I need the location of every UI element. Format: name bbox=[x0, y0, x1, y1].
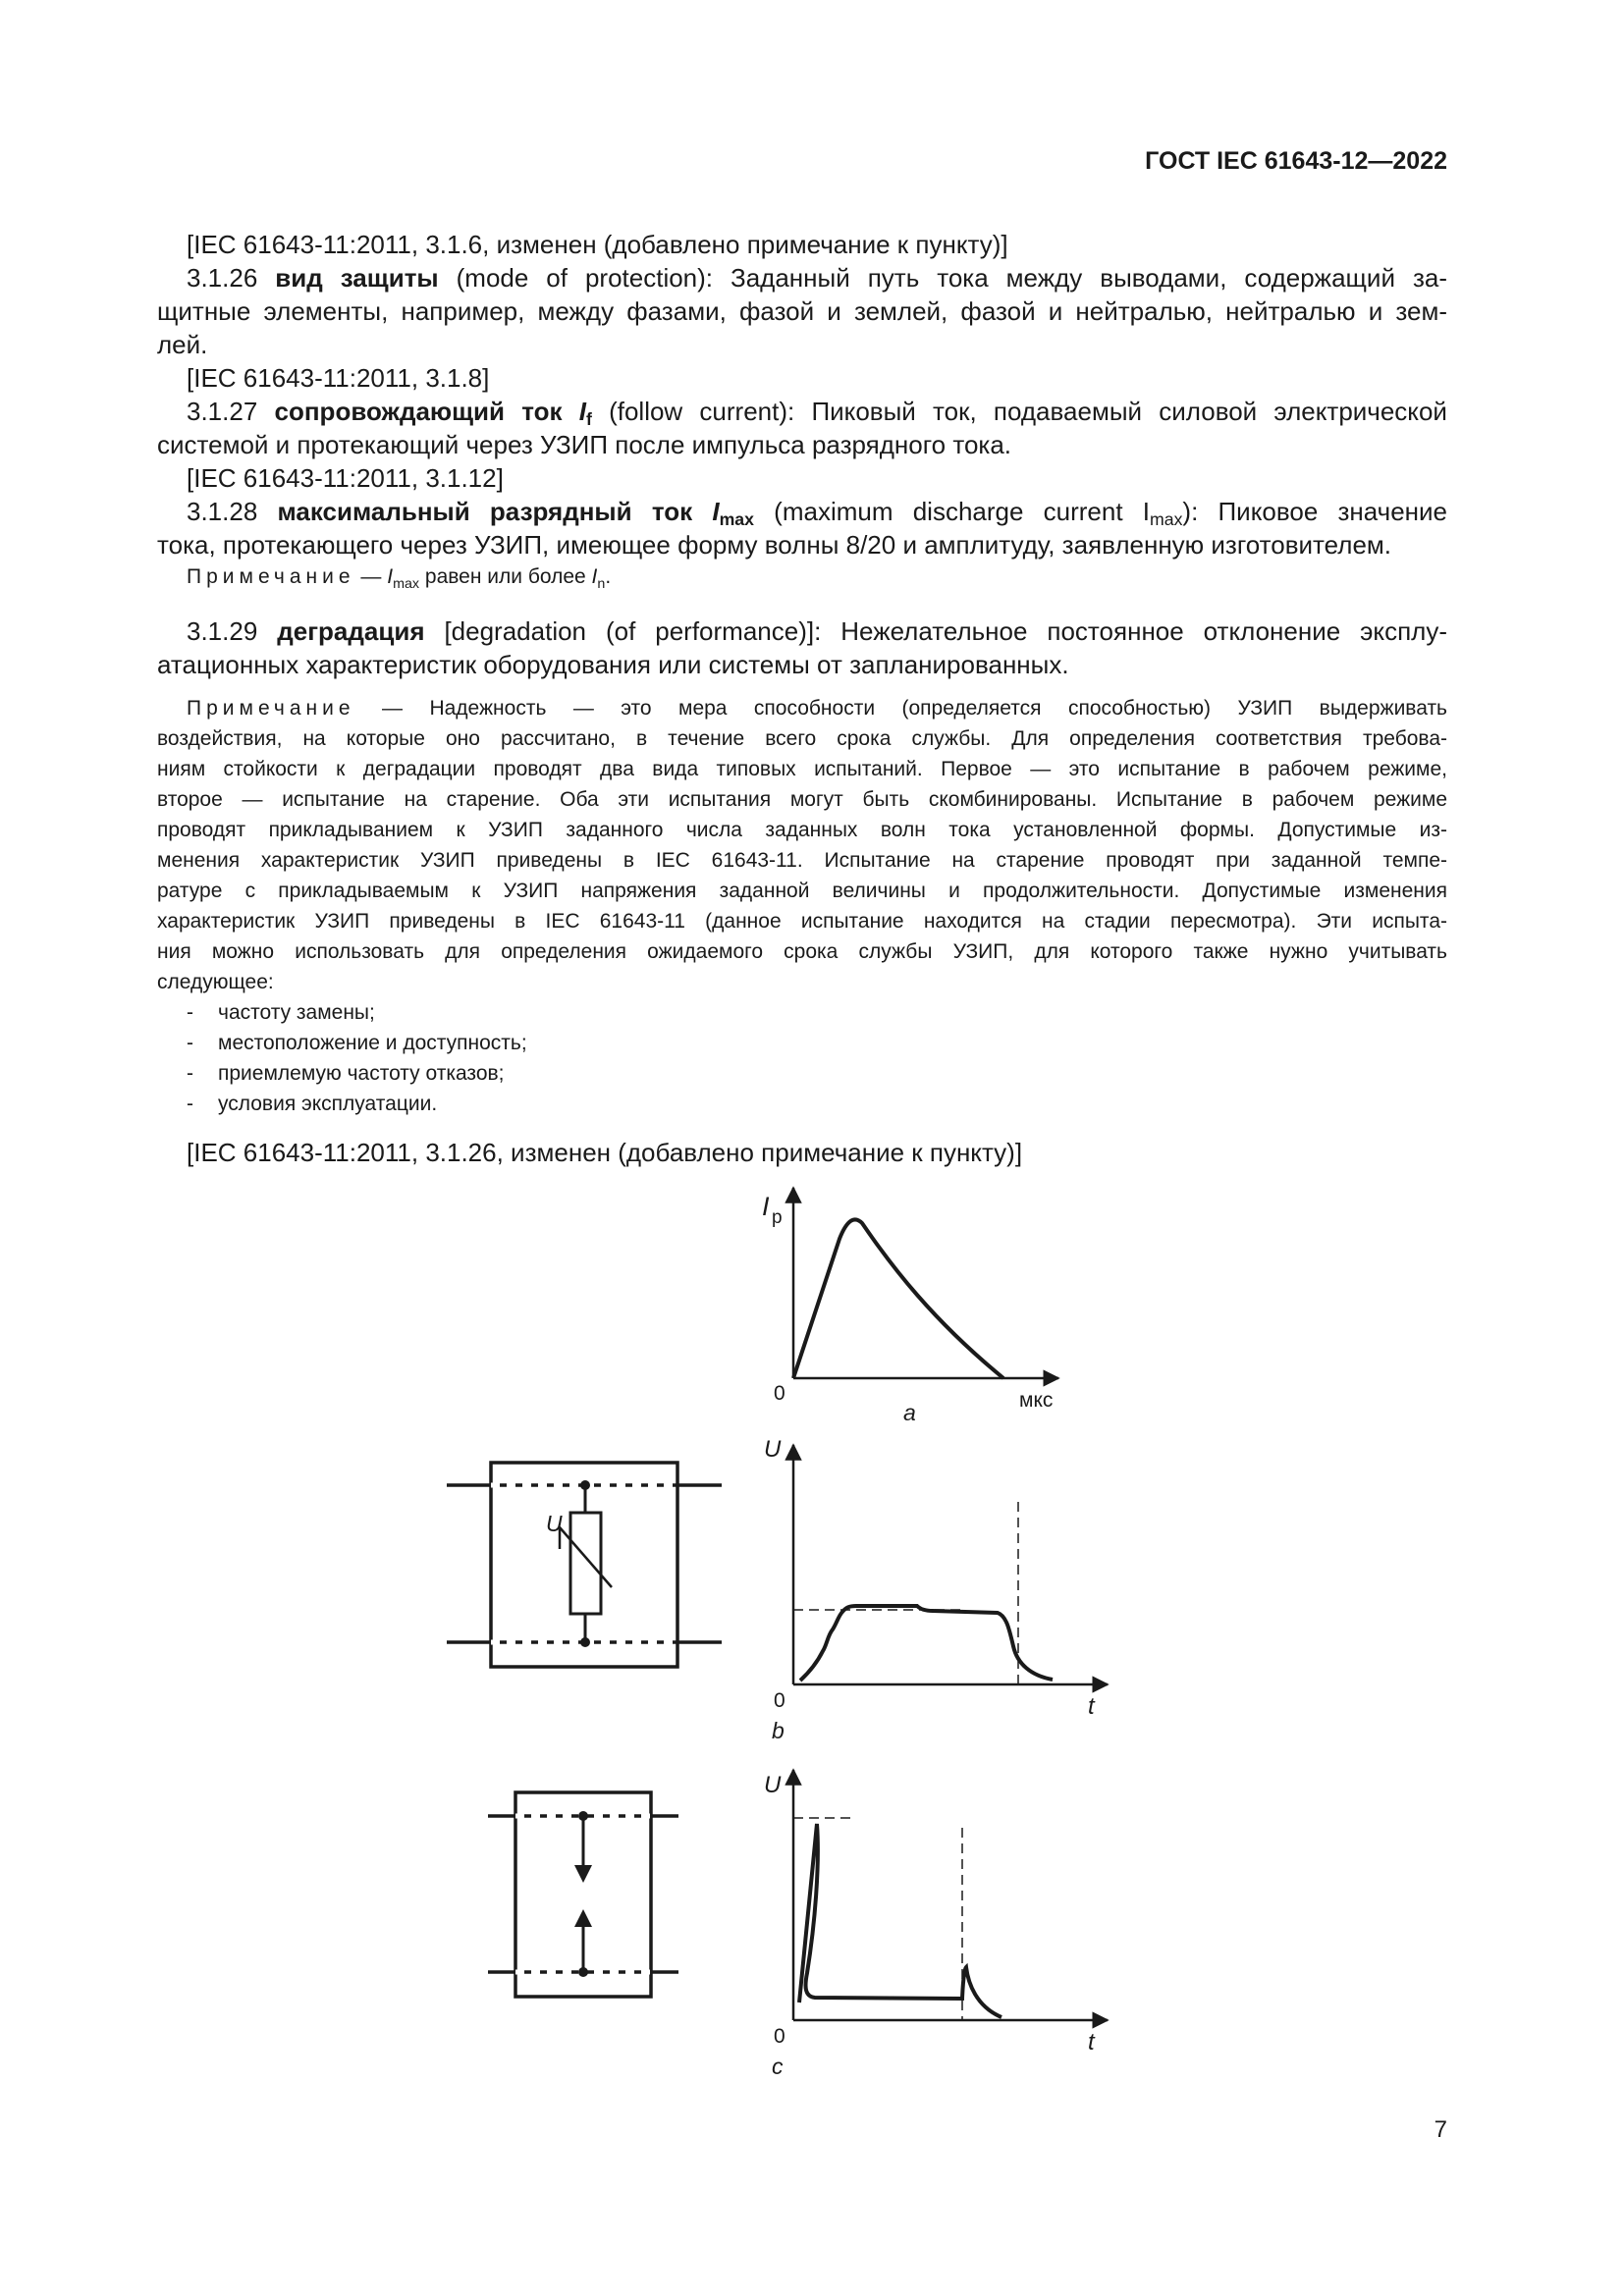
varistor-symbol bbox=[570, 1513, 601, 1614]
reference-3-1-26: [IEC 61643-11:2011, 3.1.26, изменен (добавлено примечание к пункту)] bbox=[187, 1138, 1023, 1167]
term-definition-start: (maximum discharge current $I_{max}$): Пиковое значение bbox=[774, 497, 1447, 529]
term-3-1-26-line2: щитные элементы, например, между фазами, фазой и землей, фазой и нейтралью, нейтралью и зем- bbox=[157, 296, 1447, 326]
term-3-1-26-line3: лей. bbox=[157, 330, 208, 359]
spark-gap-electrode bbox=[574, 1865, 592, 1883]
panel-caption: a bbox=[903, 1400, 916, 1425]
list-item: - приемлемую частоту отказов; bbox=[187, 1062, 505, 1085]
x-axis-unit: мкс bbox=[1019, 1389, 1054, 1412]
note-3-1-29-line: проводят прикладыванием к УЗИП заданного числа заданных волн тока установленной формы. Допустимые из- bbox=[157, 819, 1447, 841]
term-title: вид защиты bbox=[275, 263, 439, 293]
note-3-1-29-line: следующее: bbox=[157, 971, 274, 993]
x-axis-label: t bbox=[1088, 2029, 1095, 2056]
term-title: деградация bbox=[277, 616, 425, 646]
term-number: 3.1.28 bbox=[187, 497, 258, 526]
reference-3-1-12: [IEC 61643-11:2011, 3.1.12] bbox=[187, 463, 504, 493]
x-axis-label: t bbox=[1088, 1693, 1095, 1720]
document-code-header: ГОСТ IEC 61643-12—2022 bbox=[1145, 147, 1447, 175]
note-3-1-29-line: воздействия, на которые оно рассчитано, в течение всего срока службы. Для определения соответствия требова- bbox=[157, 727, 1447, 750]
note-3-1-28: Примечание — $I_{max}$ равен или более $I_n$. bbox=[187, 565, 612, 592]
y-axis-label-subscript: p bbox=[772, 1207, 783, 1228]
note-label: Примечание bbox=[187, 565, 355, 588]
page-number: 7 bbox=[1434, 2116, 1447, 2143]
spark-gap-electrode bbox=[574, 1909, 592, 1927]
origin-label: 0 bbox=[774, 1689, 785, 1712]
term-3-1-28-line2: тока, протекающего через УЗИП, имеющее форму волны 8/20 и амплитуду, заявленную изготовителем. bbox=[157, 530, 1392, 560]
reference-3-1-8: [IEC 61643-11:2011, 3.1.8] bbox=[187, 363, 490, 393]
panel-b-graph bbox=[764, 1436, 1108, 1743]
note-label: Примечание bbox=[187, 697, 355, 720]
panel-c-graph bbox=[764, 1770, 1108, 2079]
panel-c-schematic bbox=[488, 1792, 678, 1997]
panel-a bbox=[762, 1188, 1058, 1425]
term-definition-start: (follow current): Пиковый ток, подаваемый силовой электрической bbox=[609, 397, 1447, 426]
panel-caption: c bbox=[772, 2054, 784, 2079]
term-number: 3.1.26 bbox=[187, 263, 258, 293]
voltage-curve bbox=[799, 1824, 1001, 2017]
term-title: сопровождающий ток $I_f$ bbox=[274, 397, 592, 429]
panel-b-schematic bbox=[447, 1463, 722, 1667]
note-3-1-29-line: ния можно использовать для определения ожидаемого срока службы УЗИП, для которого также нужно учитывать bbox=[157, 940, 1447, 963]
current-impulse-curve bbox=[793, 1219, 1003, 1378]
note-3-1-29-line: менения характеристик УЗИП приведены в IEC 61643-11. Испытание на старение проводят при заданной темпе- bbox=[157, 849, 1447, 872]
origin-label: 0 bbox=[774, 1382, 785, 1405]
y-axis-label: U bbox=[764, 1772, 782, 1798]
term-definition-start: [degradation (of performance)]: Нежелательное постоянное отклонение эксплу- bbox=[444, 616, 1447, 646]
term-definition-start: (mode of protection): Заданный путь тока между выводами, содержащий за- bbox=[456, 263, 1447, 293]
origin-label: 0 bbox=[774, 2025, 785, 2048]
y-axis-label: I bbox=[762, 1192, 770, 1221]
panel-caption: b bbox=[772, 1718, 785, 1743]
term-number: 3.1.29 bbox=[187, 616, 258, 646]
component-label: U bbox=[546, 1511, 563, 1536]
note-3-1-29-line: характеристик УЗИП приведены в IEC 61643-11 (данное испытание находится на стадии пересмотра). Эти испыта- bbox=[157, 910, 1447, 933]
term-title: максимальный разрядный ток $I_{max}$ bbox=[277, 497, 754, 529]
list-item: - условия эксплуатации. bbox=[187, 1093, 438, 1115]
term-3-1-29-line2: атационных характеристик оборудования или системы от запланированных. bbox=[157, 650, 1069, 679]
y-axis-label: U bbox=[764, 1436, 782, 1463]
term-3-1-27-line2: системой и протекающий через УЗИП после импульса разрядного тока. bbox=[157, 430, 1012, 459]
voltage-curve bbox=[800, 1606, 1053, 1681]
list-item: - местоположение и доступность; bbox=[187, 1032, 527, 1054]
reference-3-1-6: [IEC 61643-11:2011, 3.1.6, изменен (добавлено примечание к пункту)] bbox=[187, 230, 1008, 259]
term-number: 3.1.27 bbox=[187, 397, 258, 426]
note-3-1-29-line: ратуре с прикладываемым к УЗИП напряжения заданной величины и продолжительности. Допустимые изменения bbox=[157, 880, 1447, 902]
note-3-1-29-line: Примечание — Надежность — это мера способности (определяется способностью) УЗИП выдерживать bbox=[187, 697, 1447, 720]
note-3-1-29-line: второе — испытание на старение. Оба эти испытания могут быть скомбинированы. Испытание в рабочем режиме bbox=[157, 788, 1447, 811]
note-3-1-29-line: ниям стойкости к деградации проводят два вида типовых испытаний. Первое — это испытание в рабочем режиме, bbox=[157, 758, 1447, 780]
list-item: - частоту замены; bbox=[187, 1001, 375, 1024]
